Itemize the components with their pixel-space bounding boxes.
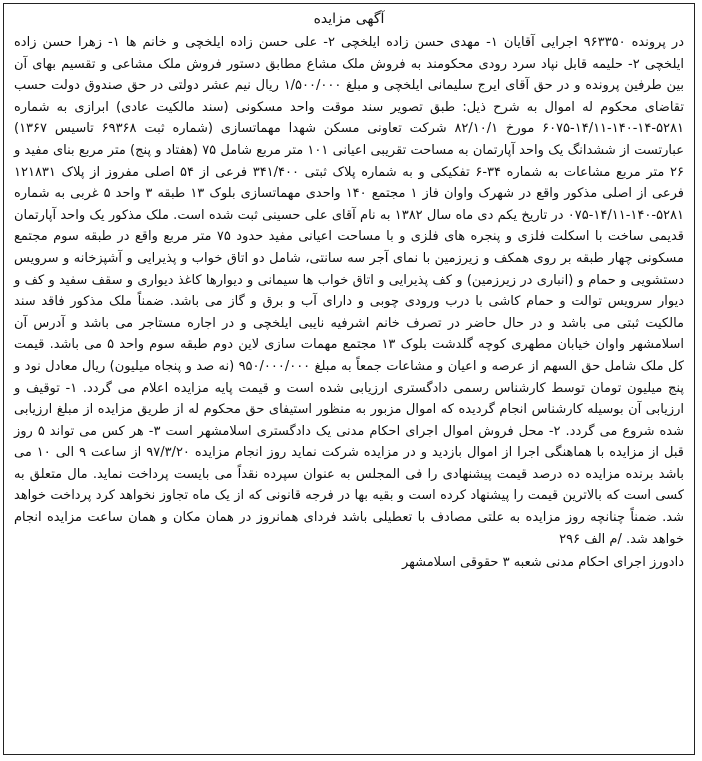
auction-notice — [3, 3, 695, 755]
notice-title: آگهی مزایده — [313, 11, 385, 27]
notice-body: در پرونده ۹۶۳۳۵۰ اجرایی آقایان ۱- مهدی حسن زاده ایلخچی ۲- علی حسن زاده ایلخچی و خانم ها ۱- زهرا حسن زاده ایلخچی ۲- حلیمه قابل نپاد سرد رودی محکومند به فروش ملک مشاع مطابق دستور فروش ملک مشاعی و تقسیم بهای آن بین طرفین پرونده و در حق آقای ایرج سلیمانی ایلخچی و مبلغ ۱/۵۰۰/۰۰۰ ریال نیم عشر دولتی در حق صندوق دولت حسب تقاضای محکوم له اموال به شرح ذیل: طبق تصویر سند موقت واحد مسکونی (سند مالکیت عادی) ابرازی به شماره ۵۲۸۱-۱۴-۱۴۰-۱۴/۱۱-۶۰۷۵ مورخ ۸۲/۱۰/۱ شرکت تعاونی مسکن شهدا مهماتسازی (شماره ثبت ۶۹۳۶۸ تاسیس ۱۳۶۷) عبارتست از ششدانگ یک واحد آپارتمان به مساحت تقریبی اعیانی ۱۰۱ متر مربع شامل ۷۵ (هفتاد و پنج) متر مربع بنای مفید و ۲۶ متر مربع مشاعات به شماره ۳۴-۶ تفکیکی و به شماره پلاک ثبتی ۳۴۱/۴۰۰ فرعی از ۵۴ اصلی مفروز از پلاک ۱۲۱۸۳۱ فرعی از اصلی مذکور واقع در شهرک واوان فاز ۱ مجتمع ۱۴۰ واحدی مهماتسازی بلوک ۱۳ طبقه ۳ واحد ۵ غربی به شماره ۵۲۸۱-۱۴۰-۱۴/۱۱-۰۷۵ در تاریخ یکم دی ماه سال ۱۳۸۲ به نام آقای علی حسینی ثبت شده است. ملک مذکور یک واحد آپارتمان قدیمی ساخت با اسکلت فلزی و پنجره های فلزی و با مساحت اعیانی مفید حدود ۷۵ متر مربع واقع در طبقه سوم مجتمع مسکونی چهار طبقه بر روی همکف و زیرزمین با نمای آجر سه سانتی، شامل دو اتاق خواب و پذیرایی و آشپزخانه و سرویس دستشویی و حمام و (انباری در زیرزمین) و کف پذیرایی و اتاق خواب ها سیمانی و دیوارها کاغذ دیواری و سقف سفید و کف و دیوار سرویس توالت و حمام کاشی با درب ورودی چوبی و دارای آب و برق و گاز می باشد. ضمناً ملک مذکور فاقد سند مالکیت ثبتی می باشد و در حال حاضر در تصرف خانم اشرفیه نایبی ایلخچی و در اجاره مستاجر می باشد و آدرس آن اسلامشهر واوان خیابان مطهری کوچه گلدشت بلوک ۱۳ مجتمع مهمات سازی لاین دوم طبقه سوم واحد ۵ می باشد. قیمت کل ملک شامل حق السهم از عرصه و اعیان و مشاعات جمعاً به مبلغ ۹۵۰/۰۰۰/۰۰۰ (نه صد و پنجاه میلیون) ریال معادل نود و پنج میلیون تومان توسط کارشناس رسمی دادگستری ارزیابی شده است و قیمت پایه مزایده اعلام می گردد. ۱- توقیف و ارزیابی آن بوسیله کارشناس انجام گردیده که اموال مزبور به منظور استیفای حق محکوم له از طریق مزایده از مبلغ ارزیابی شده شروع می گردد. ۲- محل فروش اموال اجرای احکام مدنی یک دادگستری اسلامشهر است ۳- هر کس می تواند ۵ روز قبل از مزایده با هماهنگی اجرا از اموال بازدید و در مزایده شرکت نماید روز انجام مزایده ۹۷/۳/۲۰ از ساعت ۹ الی ۱۰ می باشد برنده مزایده ده درصد قیمت پیشنهادی را فی المجلس به عنوان سپرده نقداً می بایست پرداخت نماید. مال متعلق به کسی است که بالاترین قیمت را پیشنهاد کرده است و بقیه بها در فرجه قانونی که از یک ماه تجاوز نخواهد کرد پرداخت خواهد شد. ضمناً چنانچه روز مزایده به علتی مصادف با تعطیلی باشد فردای همانروز در همان مکان و همان ساعت مزایده انجام خواهد شد. /م الف ۲۹۶ — [14, 35, 685, 547]
notice-signature: دادورز اجرای احکام مدنی شعبه ۳ حقوقی اسلامشهر — [401, 555, 684, 571]
